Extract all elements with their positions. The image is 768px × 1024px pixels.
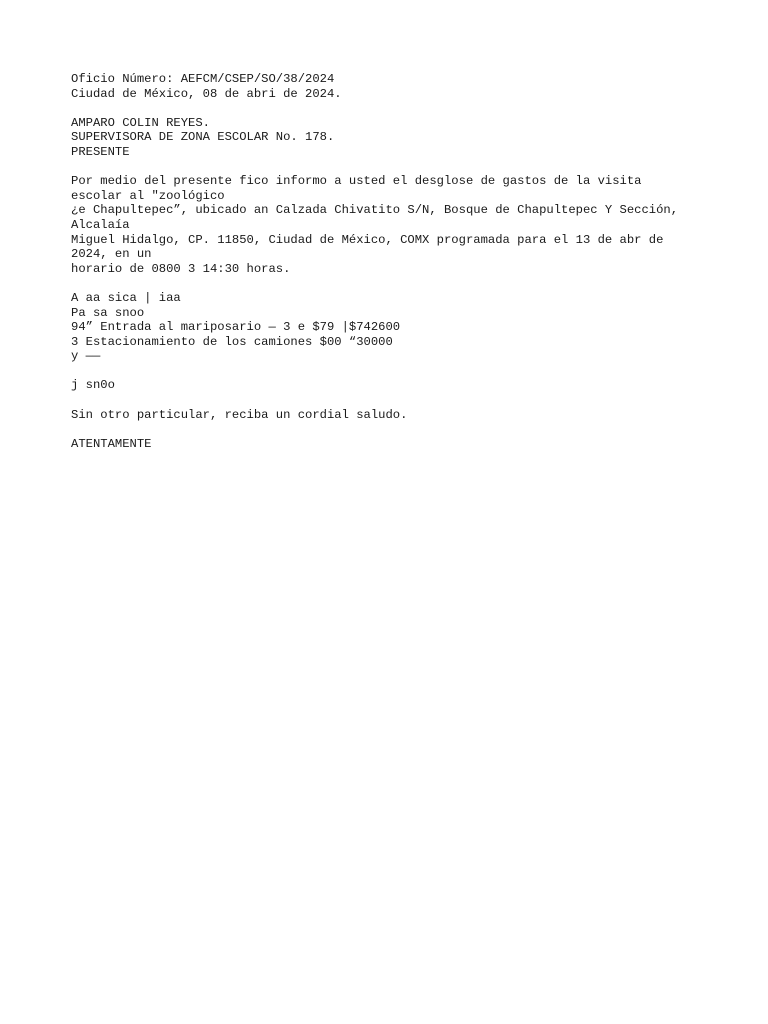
closing-text: Sin otro particular, reciba un cordial saludo. xyxy=(71,407,408,422)
note-block xyxy=(71,378,711,393)
body-line: 2024, en un xyxy=(71,247,152,262)
recipient-block xyxy=(71,116,711,160)
date-line: Ciudad de México, 08 de abri de 2024. xyxy=(71,86,342,101)
table-row: Pa sa snoo xyxy=(71,305,145,320)
body-line: horario de 0800 3 14:30 horas. xyxy=(71,261,291,276)
header-block xyxy=(71,72,711,101)
presente-label: PRESENTE xyxy=(71,144,130,159)
recipient-name: AMPARO COLIN REYES. xyxy=(71,115,210,130)
table-row: y —— xyxy=(71,349,101,364)
closing-block xyxy=(71,408,711,423)
body-line: Por medio del presente fico informo a usted el desglose de gastos de la visita xyxy=(71,174,642,189)
table-row: A aa sica | iaa xyxy=(71,290,181,305)
signature-label: ATENTAMENTE xyxy=(71,436,152,451)
body-line: Miguel Hidalgo, CP. 11850, Ciudad de México, COMX programada para el 13 de abr de xyxy=(71,232,664,247)
expense-table xyxy=(71,291,711,364)
oficio-number: Oficio Número: AEFCM/CSEP/SO/38/2024 xyxy=(71,72,335,86)
body-line: ¿e Chapultepec”, ubicado an Calzada Chivatito S/N, Bosque de Chapultepec Y Sección, xyxy=(71,203,679,218)
note-text: j sn0o xyxy=(71,378,115,393)
body-paragraph xyxy=(71,174,711,276)
body-line: escolar al "zoológico xyxy=(71,188,225,203)
table-row: 3 Estacionamiento de los camiones $00 “30000 xyxy=(71,334,393,349)
signature-block xyxy=(71,437,711,452)
table-row: 94” Entrada al mariposario — 3 e $79 |$742600 xyxy=(71,320,401,335)
body-line: Alcalaía xyxy=(71,217,130,232)
document-page xyxy=(71,72,711,466)
recipient-title: SUPERVISORA DE ZONA ESCOLAR No. 178. xyxy=(71,130,335,145)
